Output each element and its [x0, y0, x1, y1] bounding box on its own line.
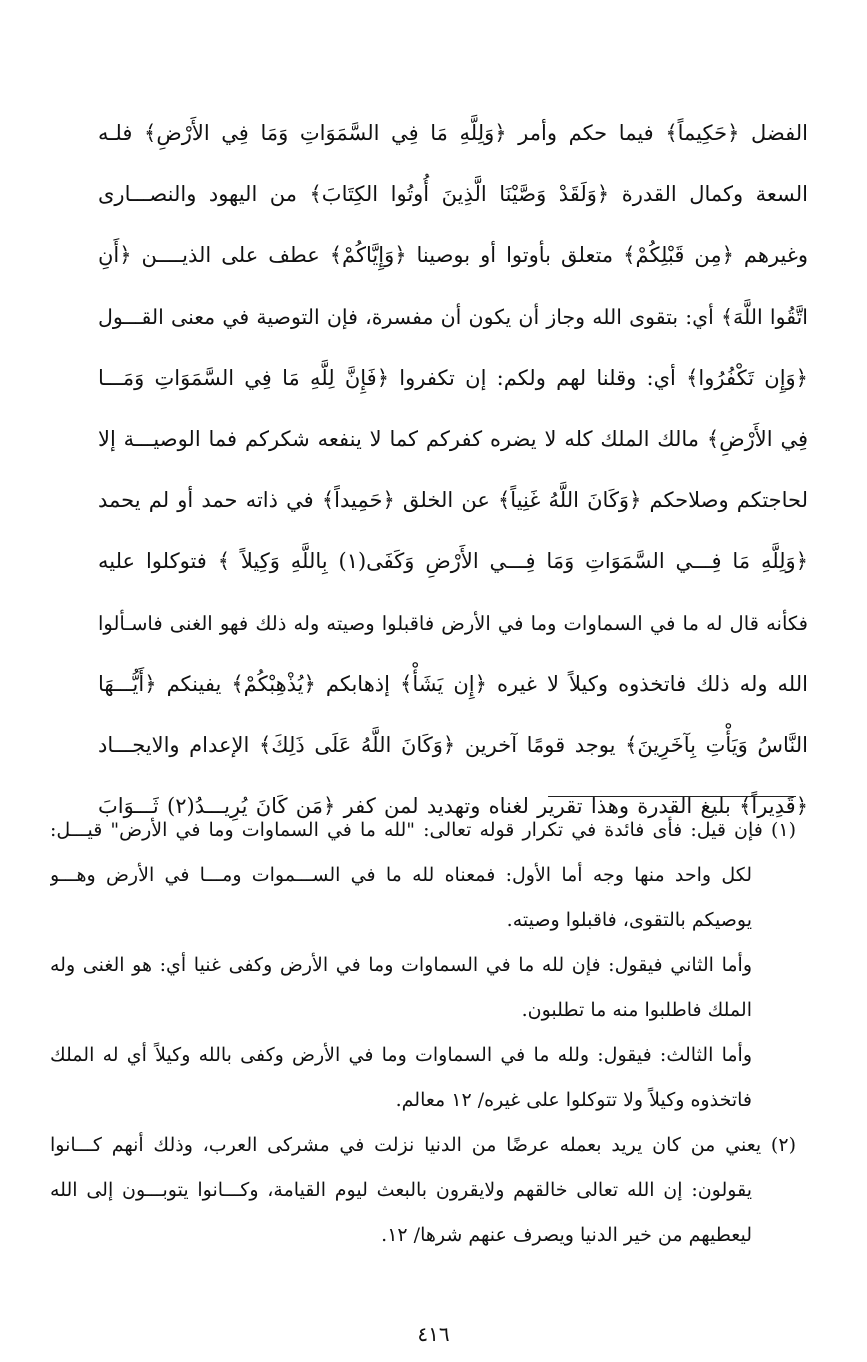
main-line-8: ﴿وَلِلَّهِ مَا فِـــي السَّمَوَاتِ وَمَا فِـــي الأَرْضِ وَكَفَى(١) بِاللَّهِ وَكِيلاً ﴾ فتوكلوا عليه: [98, 549, 808, 574]
footnote-line-5: الملك فاطلبوا منه ما تطلبون.: [521, 999, 752, 1021]
main-line-4: اتَّقُوا اللَّهَ﴾ أي: بتقوى الله وجاز أن يكون أن مفسرة، فإن التوصية في معنى القـــول: [98, 304, 808, 329]
main-line-9: فكأنه قال له ما في السماوات وما في الأرض فاقبلوا وصيته وله ذلك فهو الغنى فاسـألوا: [98, 611, 808, 635]
main-line-1: الفضل ﴿حَكِيماً﴾ فيما حكم وأمر ﴿وَلِلَّهِ مَا فِي السَّمَوَاتِ وَمَا فِي الأَرْضِ﴾ فلـه: [98, 121, 808, 145]
page-number: ٤١٦: [417, 1322, 450, 1346]
footnote-line-2: لكل واحد منها وجه أما الأول: فمعناه لله ما في الســـموات ومـــا في الأرض وهـــو: [50, 864, 752, 886]
main-line-3: وغيرهم ﴿مِن قَبْلِكُمْ﴾ متعلق بأوتوا أو بوصينا ﴿وَإِيَّاكُمْ﴾ عطف على الذيــــن ﴿أَنِ: [98, 243, 808, 268]
main-line-7: لحاجتكم وصلاحكم ﴿وَكَانَ اللَّهُ غَنِياً﴾ عن الخلق ﴿حَمِيداً﴾ في ذاته حمد أو لم يحمد: [98, 488, 808, 513]
main-line-12: ﴿قَدِيراً﴾ بليغ القدرة وهذا تقرير لغناه وتهديد لمن كفر ﴿مَن كَانَ يُرِيـــدُ(٢) ثَـــوَابَ: [98, 794, 808, 819]
main-line-10: الله وله ذلك فاتخذوه وكيلاً لا غيره ﴿إِن يَشَأْ﴾ إذهابكم ﴿يُذْهِبْكُمْ﴾ يفينكم ﴿أَيُّـــهَا: [98, 671, 808, 696]
main-commentary-text: [98, 103, 808, 837]
main-line-2: السعة وكمال القدرة ﴿وَلَقَدْ وَصَّيْنَا الَّذِينَ أُوتُوا الكِتَابَ﴾ من اليهود والنصـــارى: [98, 182, 808, 207]
footnote-line-6: وأما الثالث: فيقول: ولله ما في السماوات وما في الأرض وكفى بالله وكيلاً أي له الملك: [50, 1044, 752, 1066]
footnotes: [50, 808, 796, 1258]
footnote-line-4: وأما الثاني فيقول: فإن لله ما في السماوات وما في الأرض وكفى غنيا أي: هو الغنى وله: [50, 954, 752, 976]
footnote-line-1: (١) فإن قيل: فأى فائدة في تكرار قوله تعالى: "لله ما في السماوات وما في الأرض" قيـــل:: [50, 819, 796, 841]
footnote-line-7: فاتخذوه وكيلاً ولا تتوكلوا على غيره/ ١٢ معالم.: [395, 1089, 752, 1111]
footnote-line-10: ليعطيهم من خير الدنيا ويصرف عنهم شرها/ ١٢.: [381, 1224, 752, 1246]
footnote-divider: [548, 796, 796, 797]
main-line-11: النَّاسُ وَيَأْتِ بِآخَرِينَ﴾ يوجد قومًا آخرين ﴿وَكَانَ اللَّهُ عَلَى ذَلِكَ﴾ الإعدام والايجـــاد: [98, 732, 808, 757]
footnote-line-3: يوصيكم بالتقوى، فاقبلوا وصيته.: [506, 909, 752, 931]
footnote-line-9: يقولون: إن الله تعالى خالقهم ولايقرون بالبعث ليوم القيامة، وكـــانوا يتوبـــون إلى الله: [50, 1179, 752, 1201]
main-line-6: فِي الأَرْضِ﴾ مالك الملك كله لا يضره كفركم كما لا ينفعه شكركم فما الوصيـــة إلا: [98, 426, 808, 451]
footnote-line-8: (٢) يعني من كان يريد بعمله عرضًا من الدنيا نزلت في مشركى العرب، وذلك أنهم كـــانوا: [50, 1134, 796, 1156]
main-line-5: ﴿وَإِن تَكْفُرُوا﴾ أي: وقلنا لهم ولكم: إن تكفروا ﴿فَإِنَّ لِلَّهِ مَا فِي السَّمَوَاتِ وَمَـــا: [98, 365, 808, 390]
